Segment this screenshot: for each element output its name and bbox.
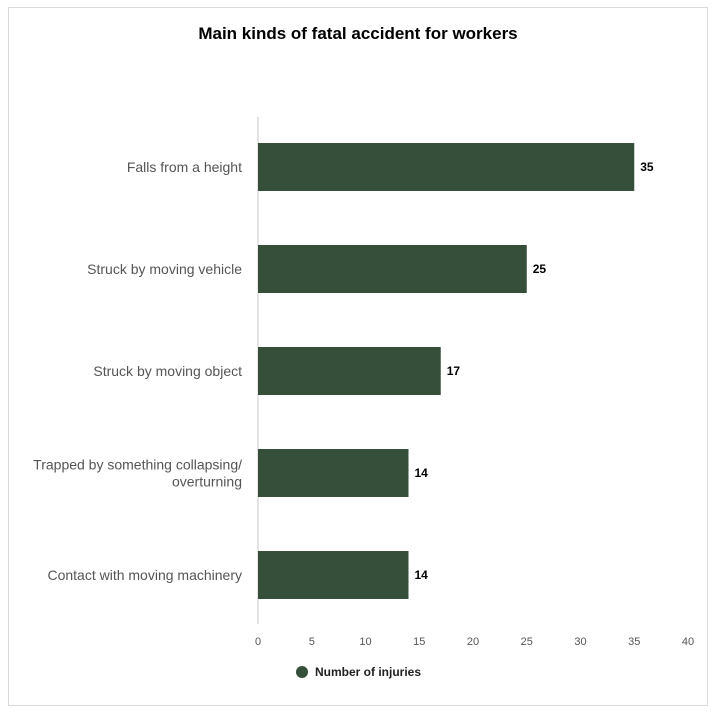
bar[interactable]: [258, 245, 527, 293]
x-tick-label: 15: [413, 636, 426, 648]
category-label: Contact with moving machinery: [47, 567, 242, 583]
bar[interactable]: [258, 347, 441, 395]
legend-swatch: [296, 666, 308, 678]
x-tick-label: 0: [254, 636, 262, 648]
category-labels: [33, 159, 242, 583]
category-label: Struck by moving vehicle: [87, 261, 242, 277]
x-tick-label: 30: [574, 636, 587, 648]
category-label: Trapped by something collapsing/: [33, 456, 242, 473]
category-label: overturning: [171, 473, 242, 490]
legend[interactable]: [296, 665, 421, 679]
bar[interactable]: [258, 449, 409, 497]
bar[interactable]: [258, 551, 409, 599]
data-label: 25: [532, 262, 547, 276]
bars-layer: [258, 143, 654, 599]
chart-title: Main kinds of fatal accident for workers: [198, 24, 518, 43]
bar[interactable]: [258, 143, 634, 191]
data-label: 17: [446, 364, 461, 378]
category-label: Falls from a height: [126, 159, 242, 175]
x-tick-label: 25: [520, 636, 533, 648]
data-label: 35: [640, 160, 654, 174]
category-label: Struck by moving object: [93, 363, 242, 379]
x-tick-label: 40: [681, 636, 695, 648]
legend-label: Number of injuries: [315, 665, 422, 679]
x-tick-label: 35: [628, 636, 641, 648]
data-label: 14: [414, 568, 428, 582]
x-tick-label: 5: [308, 636, 315, 648]
x-axis-ticks: [255, 636, 694, 648]
x-tick-label: 20: [466, 636, 480, 648]
data-label: 14: [414, 466, 428, 480]
x-tick-label: 10: [359, 636, 372, 648]
